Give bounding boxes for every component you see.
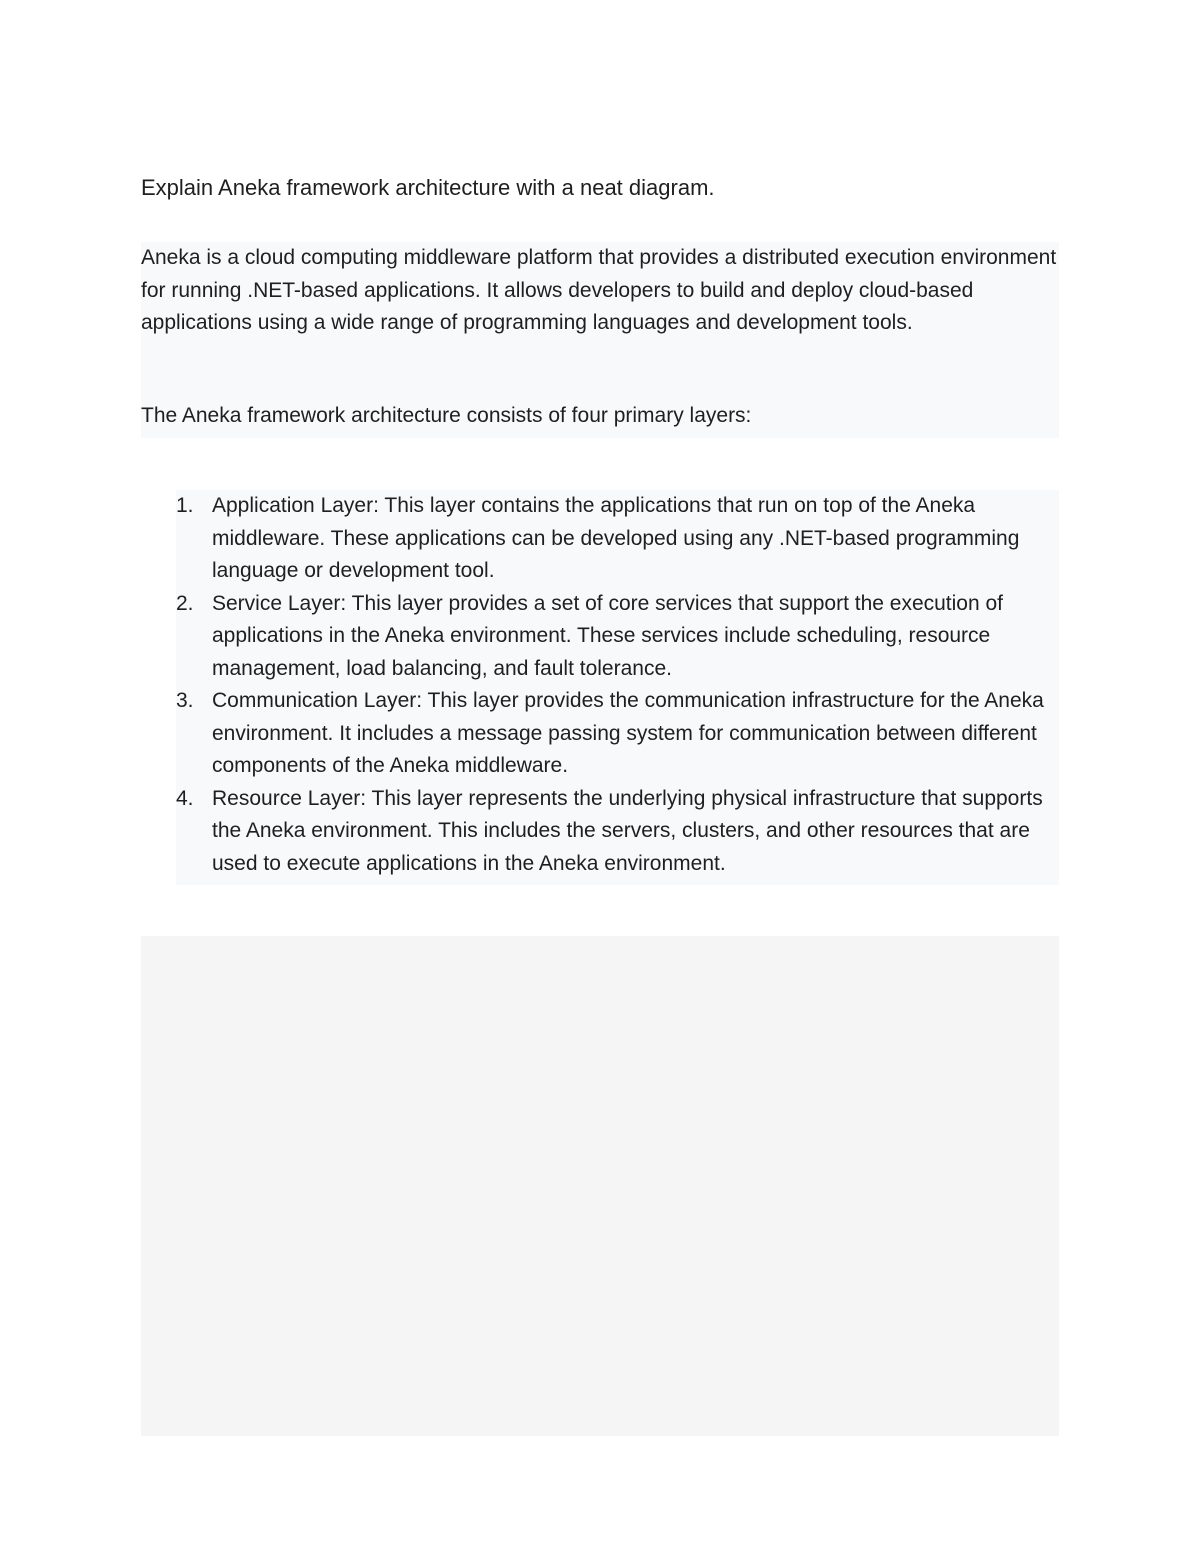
layer-item-resource — [176, 783, 1059, 881]
layer-item-text: Service Layer: This layer provides a set of core services that support the execution of applications in the Aneka environment. These services include scheduling, resource management, load balancing, and fault tolerance. — [212, 591, 1004, 680]
layer-item-application — [176, 490, 1059, 588]
intro-paragraph: Aneka is a cloud computing middleware platform that provides a distributed execution environment for running .NET-based applications. It allows developers to build and deploy cloud-based applications using a wide range of programming languages and development tools. — [141, 246, 1057, 334]
layer-item-number: 3. — [176, 689, 194, 712]
intro-block — [141, 242, 1059, 438]
layer-list — [176, 490, 1059, 880]
layer-item-service — [176, 588, 1059, 686]
page-title: Explain Aneka framework architecture with a neat diagram. — [141, 175, 715, 200]
layer-item-number: 1. — [176, 494, 194, 517]
layer-item-communication — [176, 685, 1059, 783]
layer-item-text: Communication Layer: This layer provides the communication infrastructure for the Aneka environment. It includes a message passing system for communication between different components of the Aneka middleware. — [212, 689, 1044, 777]
layer-item-text: Application Layer: This layer contains the applications that run on top of the Aneka middleware. These applications can be developed using any .NET-based programming language or development tool. — [212, 494, 1020, 582]
layer-item-number: 4. — [176, 786, 194, 810]
layers-intro-paragraph: The Aneka framework architecture consists of four primary layers: — [141, 404, 752, 427]
layer-list-block — [176, 490, 1059, 885]
layer-item-number: 2. — [176, 591, 194, 615]
diagram-placeholder — [141, 936, 1059, 1436]
layer-item-text: Resource Layer: This layer represents the underlying physical infrastructure that supports the Aneka environment. This includes the servers, clusters, and other resources that are used to execute applications in the Aneka environment. — [212, 786, 1043, 875]
